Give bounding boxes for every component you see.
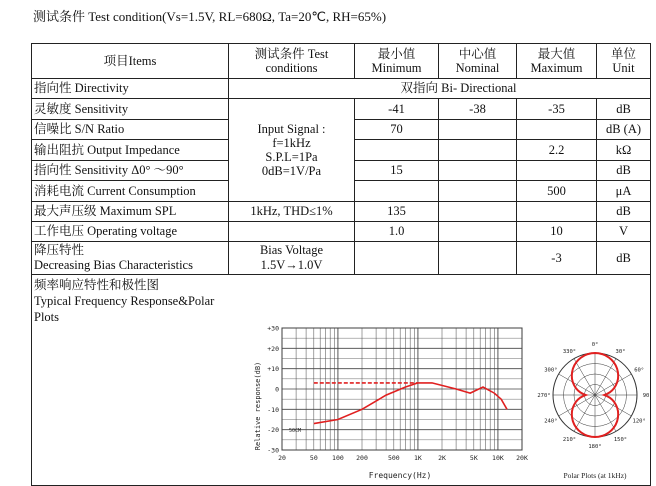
header-unit: 单位 Unit	[597, 44, 651, 79]
item-cell: 指向性 Directivity	[32, 79, 229, 99]
polar-angle-label: 60°	[634, 367, 645, 374]
polar-angle-label: 30°	[615, 348, 626, 355]
header-items: 项目Items	[32, 44, 229, 79]
item-cell: 降压特性 Decreasing Bias Characteristics	[32, 242, 229, 275]
nom-cell: -38	[439, 99, 517, 120]
x-tick-label: 5K	[469, 454, 478, 462]
max-cell: 2.2	[517, 140, 597, 161]
polar-angle-label: 180°	[588, 444, 602, 450]
polar-angle-label: 270°	[537, 393, 551, 399]
unit-cell: μA	[597, 181, 651, 202]
x-tick-label: 1K	[414, 454, 422, 462]
min-cell: 1.0	[355, 222, 439, 242]
unit-cell: dB	[597, 99, 651, 120]
x-tick-label: 100	[332, 454, 344, 462]
max-cell: -35	[517, 99, 597, 120]
header-nominal: 中心值 Nominal	[439, 44, 517, 79]
unit-cell: kΩ	[597, 140, 651, 161]
max-cell	[517, 120, 597, 140]
input-signal-condition: Input Signal : f=1kHz S.P.L=1Pa 0dB=1V/Pa	[229, 99, 355, 202]
graphs-label: 频率响应特性和极性图 Typical Frequency Response&Polar Plots	[34, 278, 215, 324]
table-row-decreasing-bias	[32, 242, 651, 275]
y-tick-label: -20	[267, 426, 279, 435]
header-minimum: 最小值 Minimum	[355, 44, 439, 79]
nom-cell	[439, 140, 517, 161]
max-cell: -3	[517, 242, 597, 275]
x-tick-label: 2K	[438, 454, 446, 462]
min-cell: 135	[355, 202, 439, 222]
unit-cell: dB (A)	[597, 120, 651, 140]
item-cell: 输出阻抗 Output Impedance	[32, 140, 229, 161]
polar-angle-label: 330°	[562, 348, 577, 355]
y-tick-label: +30	[267, 324, 279, 333]
polar-angle-label: 150°	[613, 437, 628, 444]
polar-angle-label: 90	[642, 393, 650, 399]
graphs-cell	[32, 275, 651, 486]
max-cell	[517, 161, 597, 181]
header-conditions: 测试条件 Test conditions	[229, 44, 355, 79]
polar-angle-label: 120°	[632, 418, 646, 425]
item-cell: 消耗电流 Current Consumption	[32, 181, 229, 202]
item-cell: 工作电压 Operating voltage	[32, 222, 229, 242]
polar-angle-label: 0°	[591, 342, 599, 348]
test-condition-title: 测试条件 Test condition(Vs=1.5V, RL=680Ω, Ta=20℃, RH=65%)	[33, 9, 387, 24]
max-cell: 10	[517, 222, 597, 242]
item-cell: 信噪比 S/N Ratio	[32, 120, 229, 140]
x-tick-label: 50	[309, 454, 318, 462]
table-row-max-spl	[32, 202, 651, 222]
unit-cell: dB	[597, 161, 651, 181]
spec-table	[31, 43, 651, 486]
nom-cell	[439, 120, 517, 140]
item-cell: 灵敏度 Sensitivity	[32, 99, 229, 120]
unit-cell: V	[597, 222, 651, 242]
y-tick-label: +20	[267, 344, 279, 353]
table-row-sensitivity	[32, 99, 651, 120]
nom-cell	[439, 161, 517, 181]
min-cell: 70	[355, 120, 439, 140]
polar-spoke	[559, 395, 595, 416]
max-cell: 500	[517, 181, 597, 202]
directivity-value: 双指向 Bi- Directional	[229, 79, 651, 99]
table-header-row	[32, 44, 651, 79]
min-cell	[355, 242, 439, 275]
nom-cell	[439, 242, 517, 275]
unit-cell: dB	[597, 242, 651, 275]
y-tick-label: 0	[275, 385, 279, 394]
y-tick-label: +10	[267, 365, 279, 374]
polar-angle-label: 300°	[544, 367, 558, 374]
x-tick-label: 20	[278, 454, 286, 462]
x-tick-label: 10K	[492, 454, 504, 462]
min-cell	[355, 140, 439, 161]
polar-plot	[537, 315, 651, 485]
max-cell	[517, 202, 597, 222]
unit-cell: dB	[597, 202, 651, 222]
table-row-graphs	[32, 275, 651, 486]
x-tick-label: 500	[387, 454, 400, 462]
item-cell: 指向性 Sensitivity Δ0° ～90°	[32, 161, 229, 181]
polar-spoke	[595, 395, 631, 416]
x-axis-label: Frequency(Hz)	[368, 471, 432, 480]
x-tick-label: 200	[356, 454, 368, 462]
polar-angle-label: 210°	[562, 437, 577, 444]
cond-cell: 1kHz, THD≤1%	[229, 202, 355, 222]
y-tick-label: -30	[267, 446, 279, 455]
x-tick-label: 20K	[516, 454, 528, 462]
min-cell	[355, 181, 439, 202]
polar-spoke	[595, 374, 631, 395]
y-axis-label: Relative response(dB)	[254, 361, 262, 451]
y-tick-label: -10	[267, 405, 279, 414]
cond-cell	[229, 222, 355, 242]
header-maximum: 最大值 Maximum	[517, 44, 597, 79]
polar-spoke	[559, 374, 595, 395]
table-row-directivity	[32, 79, 651, 99]
nom-cell	[439, 222, 517, 242]
cond-cell: Bias Voltage 1.5V→1.0V	[229, 242, 355, 275]
frequency-response-chart	[252, 320, 532, 485]
item-cell: 最大声压级 Maximum SPL	[32, 202, 229, 222]
inner-label: 50CM	[289, 428, 302, 434]
table-row-operating-voltage	[32, 222, 651, 242]
nom-cell	[439, 181, 517, 202]
nom-cell	[439, 202, 517, 222]
min-cell: -41	[355, 99, 439, 120]
polar-caption: Polar Plots (at 1kHz)	[563, 471, 627, 480]
min-cell: 15	[355, 161, 439, 181]
polar-angle-label: 240°	[544, 418, 558, 425]
